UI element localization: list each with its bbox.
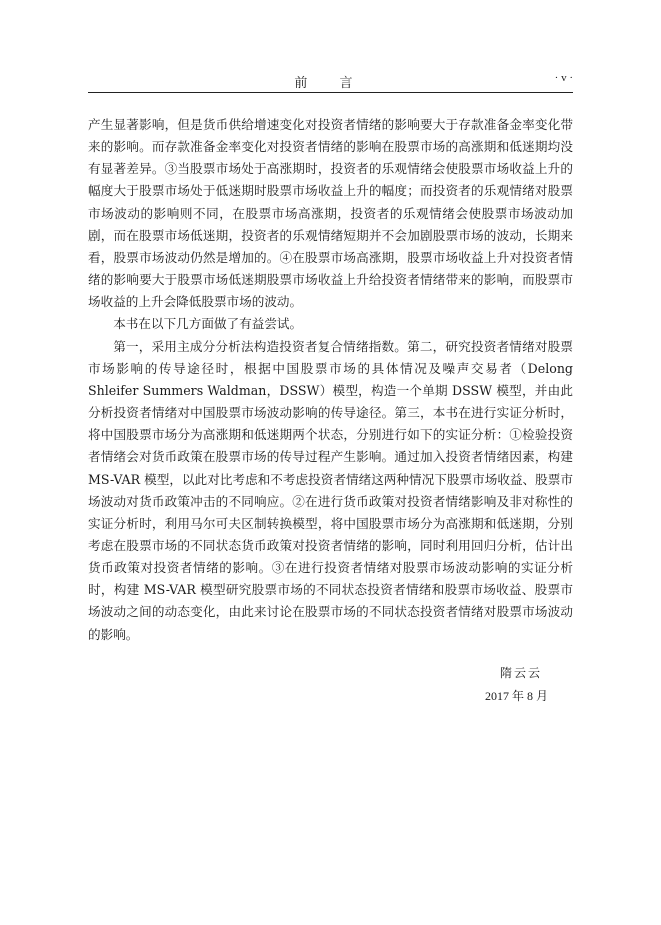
signature-date: 2017 年 8 月 [484,689,548,703]
running-header [88,72,573,93]
page-number: · v · [554,72,573,84]
author-signature: 隋云云 [499,666,542,680]
paragraph-continued: 产生显著影响，但是货币供给增速变化对投资者情绪的影响要大于存款准备金率变化带来的影响。而存款准备金率变化对投资者情绪的影响在股票市场的高涨期和低迷期均没有显著差异。③当股票市场处于高涨期时，投资者的乐观情绪会使股票市场收益上升的幅度大于股票市场处于低迷期时股票市场收益上升的幅度；而投资者的乐观情绪对股票市场波动的影响则不同，在股票市场高涨期，投资者的乐观情绪会使股票市场波动加剧，而在股票市场低迷期，投资者的乐观情绪短期并不会加剧股票市场的波动，长期来看，股票市场波动仍然是增加的。④在股票市场高涨期，股票市场收益上升对投资者情绪的影响要大于股票市场低迷期股票市场收益上升给投资者情绪带来的影响，而股票市场收益的上升会降低股票市场的波动。 [88,117,573,310]
header-title: 前 言 [294,76,367,91]
body-text [88,114,573,646]
paragraph-contributions: 第一，采用主成分分析法构造投资者复合情绪指数。第二，研究投资者情绪对股票市场影响的传导途径时，根据中国股票市场的具体情况及噪声交易者（Delong Shleifer Summers Waldman，DSSW）模型，构造一个单期 DSSW 模型，并由此分析投资者情绪对中国股票市场波动影响的传导途径。第三，本书在进行实证分析时，将中国股票市场分为高涨期和低迷期两个状态，分别进行如下的实证分析：①检验投资者情绪会对货币政策在股票市场的传导过程产生影响。通过加入投资者情绪因素，构建 MS-VAR 模型，以此对比考虑和不考虑投资者情绪这两种情况下股票市场收益、股票市场波动对货币政策冲击的不同响应。②在进行货币政策对投资者情绪影响及非对称性的实证分析时，利用马尔可夫区制转换模型，将中国股票市场分为高涨期和低迷期，分别考虑在股票市场的不同状态货币政策对投资者情绪的影响，同时利用回归分析，估计出货币政策对投资者情绪的影响。③在进行投资者情绪对股票市场波动影响的实证分析时，构建 MS-VAR 模型研究股票市场的不同状态投资者情绪和股票市场收益、股票市场波动之间的动态变化，由此来讨论在股票市场的不同状态投资者情绪对股票市场波动的影响。 [88,338,573,642]
paragraph-intro: 本书在以下几方面做了有益尝试。 [113,316,303,332]
